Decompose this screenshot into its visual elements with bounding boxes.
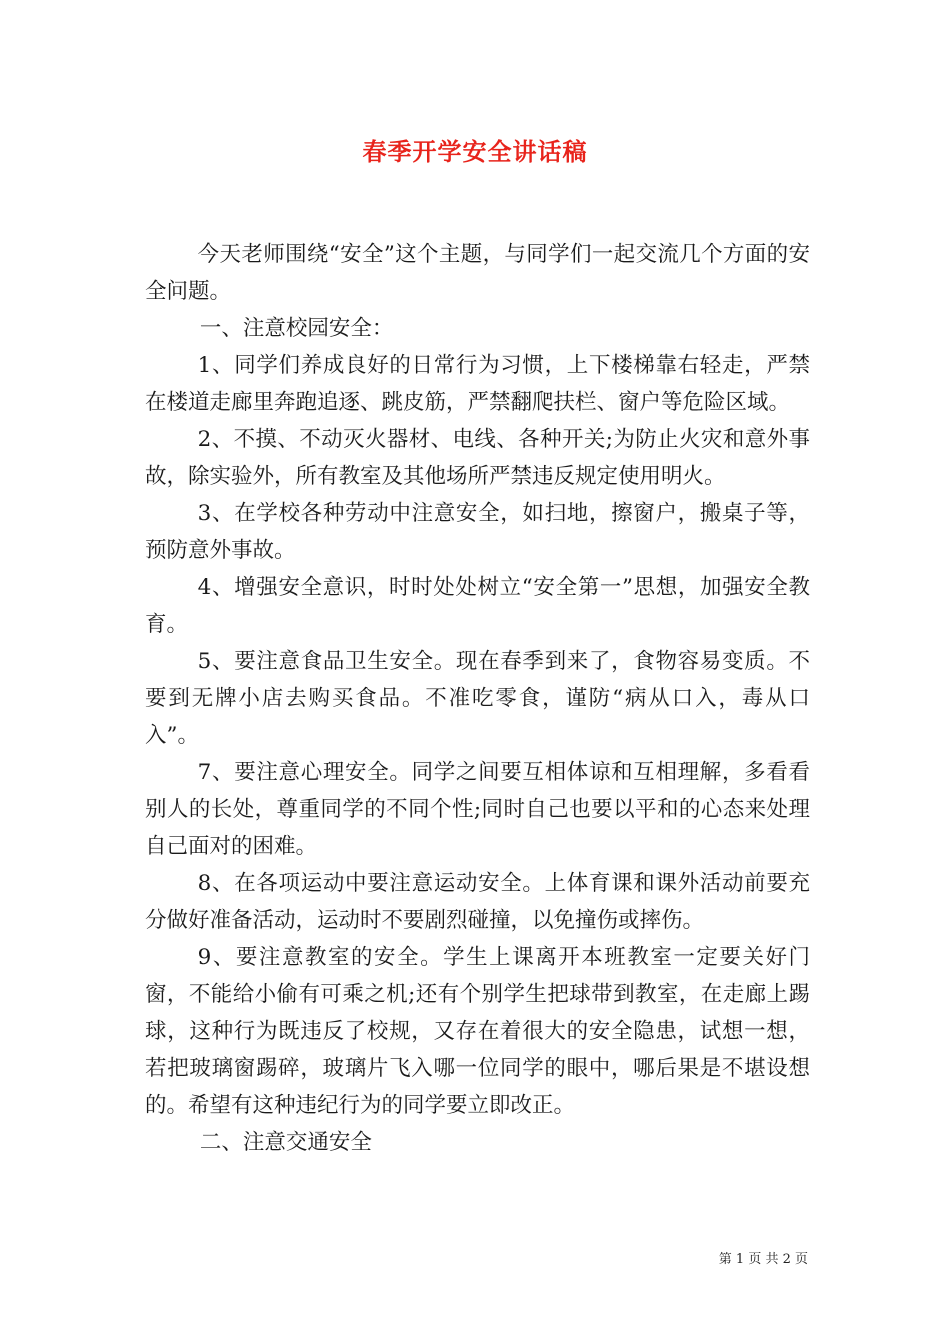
paragraph-item-7: 7、要注意心理安全。同学之间要互相体谅和互相理解，多看看别人的长处，尊重同学的不同个性;同时自己也要以平和的心态来处理自己面对的困难。 bbox=[145, 760, 810, 859]
document-body bbox=[145, 236, 810, 1161]
paragraph-item-4: 4、增强安全意识，时时处处树立“安全第一”思想，加强安全教育。 bbox=[145, 575, 810, 637]
paragraph-item-1: 1、同学们养成良好的日常行为习惯，上下楼梯靠右轻走，严禁在楼道走廊里奔跑追逐、跳皮筋，严禁翻爬扶栏、窗户等危险区域。 bbox=[145, 353, 810, 415]
intro-paragraph: 今天老师围绕“安全”这个主题，与同学们一起交流几个方面的安全问题。 bbox=[145, 242, 810, 304]
section-heading-traffic-safety: 二、注意交通安全 bbox=[199, 1130, 372, 1155]
paragraph-item-3: 3、在学校各种劳动中注意安全，如扫地，擦窗户，搬桌子等，预防意外事故。 bbox=[145, 501, 810, 563]
document-title: 春季开学安全讲话稿 bbox=[362, 137, 588, 166]
paragraph-item-2: 2、不摸、不动灭火器材、电线、各种开关;为防止火灾和意外事故，除实验外，所有教室及其他场所严禁违反规定使用明火。 bbox=[145, 427, 810, 489]
page-number-footer: 第 1 页 共 2 页 bbox=[718, 1252, 808, 1267]
paragraph-item-9: 9、要注意教室的安全。学生上课离开本班教室一定要关好门窗，不能给小偷有可乘之机;还有个别学生把球带到教室，在走廊上踢球，这种行为既违反了校规，又存在着很大的安全隐患，试想一想，若把玻璃窗踢碎，玻璃片飞入哪一位同学的眼中，哪后果是不堪设想的。希望有这种违纪行为的同学要立即改正。 bbox=[145, 945, 810, 1118]
paragraph-item-5: 5、要注意食品卫生安全。现在春季到来了，食物容易变质。不要到无牌小店去购买食品。不准吃零食，谨防“病从口入，毒从口入”。 bbox=[145, 649, 810, 748]
paragraph-item-8: 8、在各项运动中要注意运动安全。上体育课和课外活动前要充分做好准备活动，运动时不要剧烈碰撞，以免撞伤或摔伤。 bbox=[145, 871, 810, 933]
section-heading-campus-safety: 一、注意校园安全： bbox=[199, 316, 394, 341]
